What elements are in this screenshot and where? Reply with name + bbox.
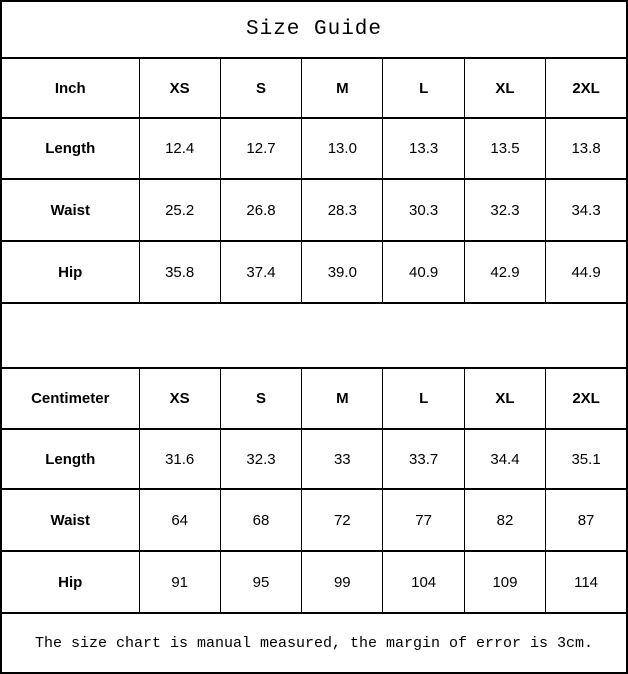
inch-hip-label: Hip — [1, 241, 139, 303]
inch-waist-2xl: 34.3 — [546, 179, 627, 241]
inch-column-header-l: L — [383, 58, 464, 118]
inch-hip-s: 37.4 — [220, 241, 301, 303]
inch-waist-s: 26.8 — [220, 179, 301, 241]
cm-length-2xl: 35.1 — [546, 429, 627, 489]
inch-hip-l: 40.9 — [383, 241, 464, 303]
cm-hip-m: 99 — [302, 551, 383, 613]
footer-row — [1, 613, 627, 673]
cm-hip-2xl: 114 — [546, 551, 627, 613]
inch-header-row — [1, 58, 627, 118]
cm-unit-header: Centimeter — [1, 368, 139, 429]
cm-length-label: Length — [1, 429, 139, 489]
inch-waist-l: 30.3 — [383, 179, 464, 241]
inch-column-header-xl: XL — [464, 58, 545, 118]
cm-length-l: 33.7 — [383, 429, 464, 489]
cm-hip-xs: 91 — [139, 551, 220, 613]
cm-waist-m: 72 — [302, 489, 383, 551]
inch-unit-header: Inch — [1, 58, 139, 118]
cm-waist-xl: 82 — [464, 489, 545, 551]
title-row — [1, 1, 627, 58]
cm-column-header-2xl: 2XL — [546, 368, 627, 429]
spacer-cell — [1, 303, 627, 368]
cm-length-xs: 31.6 — [139, 429, 220, 489]
inch-hip-2xl: 44.9 — [546, 241, 627, 303]
cm-waist-xs: 64 — [139, 489, 220, 551]
footer-note: The size chart is manual measured, the margin of error is 3cm. — [1, 613, 627, 673]
cm-length-row — [1, 429, 627, 489]
cm-column-header-m: M — [302, 368, 383, 429]
inch-waist-xs: 25.2 — [139, 179, 220, 241]
cm-waist-2xl: 87 — [546, 489, 627, 551]
inch-waist-label: Waist — [1, 179, 139, 241]
cm-hip-xl: 109 — [464, 551, 545, 613]
cm-length-xl: 34.4 — [464, 429, 545, 489]
cm-waist-label: Waist — [1, 489, 139, 551]
inch-waist-m: 28.3 — [302, 179, 383, 241]
inch-length-m: 13.0 — [302, 118, 383, 179]
inch-column-header-s: S — [220, 58, 301, 118]
inch-length-2xl: 13.8 — [546, 118, 627, 179]
cm-header-row — [1, 368, 627, 429]
inch-waist-row — [1, 179, 627, 241]
inch-hip-row — [1, 241, 627, 303]
cm-column-header-xs: XS — [139, 368, 220, 429]
page-title: Size Guide — [1, 1, 627, 58]
cm-column-header-xl: XL — [464, 368, 545, 429]
cm-hip-label: Hip — [1, 551, 139, 613]
inch-length-l: 13.3 — [383, 118, 464, 179]
inch-length-row — [1, 118, 627, 179]
inch-waist-xl: 32.3 — [464, 179, 545, 241]
cm-column-header-s: S — [220, 368, 301, 429]
cm-hip-l: 104 — [383, 551, 464, 613]
inch-column-header-2xl: 2XL — [546, 58, 627, 118]
inch-hip-xs: 35.8 — [139, 241, 220, 303]
cm-waist-s: 68 — [220, 489, 301, 551]
inch-hip-m: 39.0 — [302, 241, 383, 303]
cm-waist-l: 77 — [383, 489, 464, 551]
cm-column-header-l: L — [383, 368, 464, 429]
cm-length-s: 32.3 — [220, 429, 301, 489]
cm-length-m: 33 — [302, 429, 383, 489]
spacer-row — [1, 303, 627, 368]
inch-hip-xl: 42.9 — [464, 241, 545, 303]
inch-length-s: 12.7 — [220, 118, 301, 179]
inch-length-xs: 12.4 — [139, 118, 220, 179]
cm-waist-row — [1, 489, 627, 551]
cm-hip-s: 95 — [220, 551, 301, 613]
inch-column-header-xs: XS — [139, 58, 220, 118]
cm-hip-row — [1, 551, 627, 613]
inch-length-xl: 13.5 — [464, 118, 545, 179]
inch-length-label: Length — [1, 118, 139, 179]
inch-column-header-m: M — [302, 58, 383, 118]
